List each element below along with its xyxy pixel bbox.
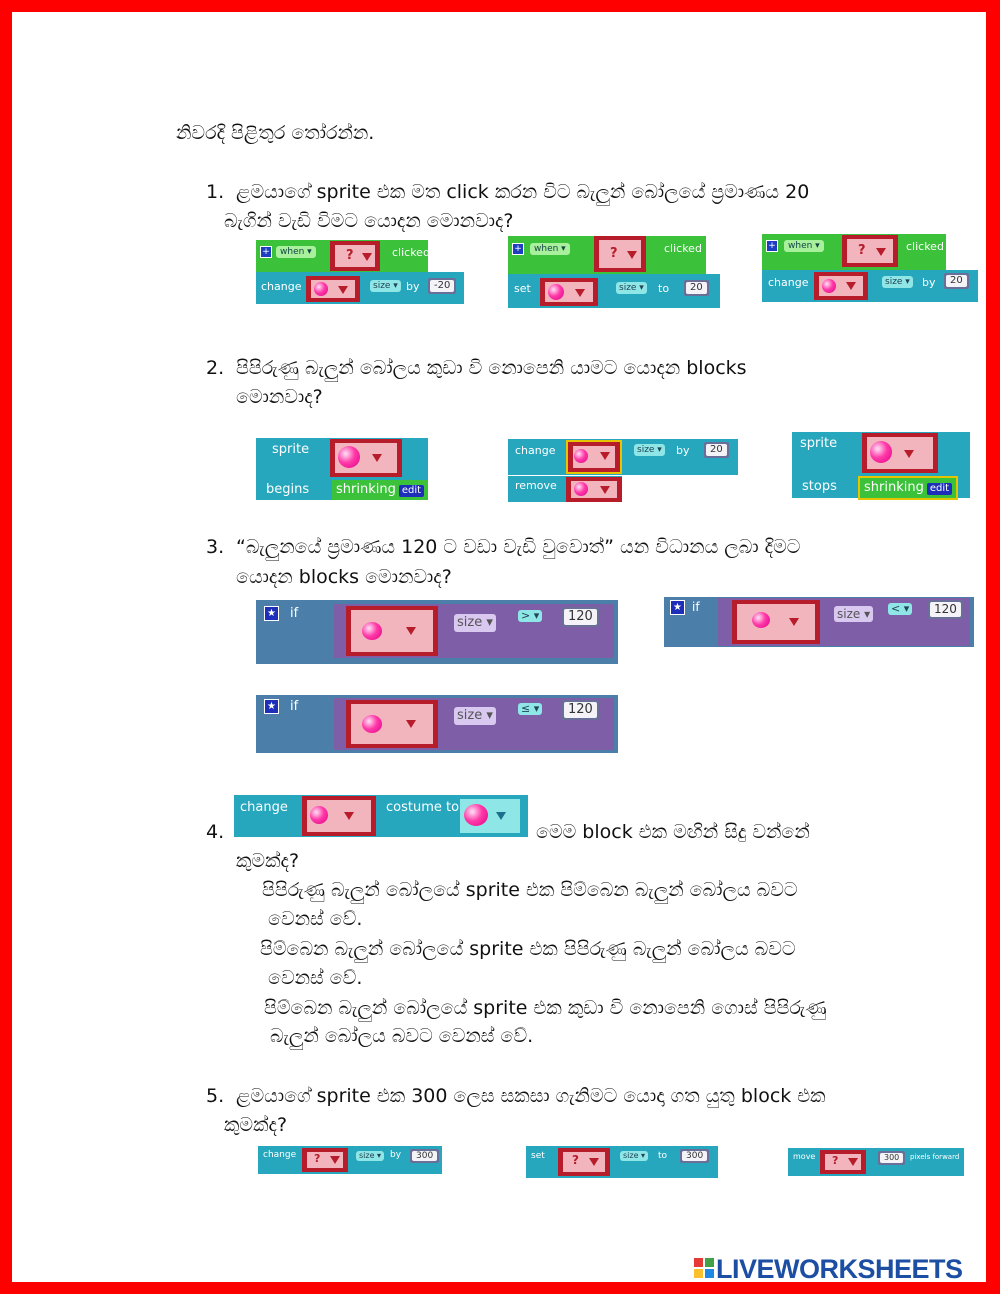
liveworksheets-logo-icon xyxy=(694,1258,714,1278)
clicked-label: clicked xyxy=(906,240,944,253)
balloon-icon xyxy=(310,806,328,824)
q4-line2: කුමක්ද? xyxy=(236,850,300,872)
chevron-down-icon xyxy=(372,454,382,462)
to-label: to xyxy=(658,282,670,295)
question-mark: ? xyxy=(346,248,354,263)
q4-option-2-line1: පිම්බෙන බැලුන් බෝලයේ sprite එක පිපිරුණු බැලුන් බෝලය බවට xyxy=(260,938,796,960)
plus-icon: + xyxy=(260,246,272,258)
sprite-dropdown xyxy=(732,600,820,644)
question-mark: ? xyxy=(610,246,618,261)
size-pill: size ▾ xyxy=(454,707,496,725)
q4-option-2-line2: වෙනස් වේ. xyxy=(268,967,363,989)
star-icon: ★ xyxy=(264,699,279,714)
balloon-icon xyxy=(314,282,328,296)
q4-line1: මෙම block එක මඟින් සිදු වන්නේ xyxy=(536,821,810,843)
size-pill: size ▾ xyxy=(356,1151,384,1161)
operator-pill: < ▾ xyxy=(888,603,912,615)
q1-number: 1. xyxy=(206,181,225,203)
to-label: to xyxy=(658,1151,668,1161)
q3-line2: යොදන blocks මොනවාද? xyxy=(236,566,452,588)
change-label: change xyxy=(240,800,288,815)
number-input: 20 xyxy=(944,273,969,289)
broken-balloon-icon xyxy=(574,449,588,463)
number-input: 120 xyxy=(562,700,599,720)
by-label: by xyxy=(676,444,690,457)
sprite-label: sprite xyxy=(800,436,838,451)
size-pill: size ▾ xyxy=(616,282,647,294)
broken-balloon-icon xyxy=(870,441,892,463)
by-label: by xyxy=(390,1150,402,1160)
q2-number: 2. xyxy=(206,357,225,379)
star-icon: ★ xyxy=(264,606,279,621)
number-input: 300 xyxy=(410,1149,439,1163)
change-label: change xyxy=(515,444,556,457)
change-label: change xyxy=(263,1150,297,1160)
question-mark: ? xyxy=(572,1153,579,1167)
size-pill: size ▾ xyxy=(834,606,873,622)
stops-label: stops xyxy=(802,479,837,494)
chevron-down-icon xyxy=(589,1158,599,1166)
balloon-icon xyxy=(822,279,836,293)
sprite-dropdown xyxy=(330,241,380,271)
number-input: 120 xyxy=(928,600,963,619)
if-label: if xyxy=(692,600,700,614)
set-label: set xyxy=(514,282,531,295)
number-input: 120 xyxy=(562,607,599,627)
chevron-down-icon xyxy=(362,253,372,261)
size-pill: size ▾ xyxy=(370,280,401,292)
sprite-dropdown xyxy=(594,236,646,272)
question-mark: ? xyxy=(314,1152,321,1165)
sprite-dropdown xyxy=(346,700,438,748)
clicked-label: clicked xyxy=(392,246,430,259)
size-pill: size ▾ xyxy=(634,444,665,456)
q4-option-1-line1: පිපිරුණු බැලුන් බෝලයේ sprite එක පිම්බෙන බැලුන් බෝලය බවට xyxy=(262,879,798,901)
plus-icon: + xyxy=(766,240,778,252)
move-label: move xyxy=(793,1152,816,1161)
q2-line1: පිපිරුණු බැලුන් බෝලය කුඩා වි නොපෙනි යාමට යොදන blocks xyxy=(236,357,747,379)
chevron-down-icon xyxy=(848,1158,858,1166)
q3-number: 3. xyxy=(206,536,225,558)
star-icon: ★ xyxy=(670,600,685,615)
size-pill: size ▾ xyxy=(882,276,913,288)
change-label: change xyxy=(768,276,809,289)
q4-option-3-line1: පිම්බෙන බැලුන් බෝලයේ sprite එක කුඩා වි නොපෙනි ගොස් පිපිරුණු xyxy=(264,997,827,1019)
broken-balloon-icon xyxy=(338,446,360,468)
balloon-icon xyxy=(362,715,382,733)
chevron-down-icon xyxy=(600,452,610,460)
costume-to-label: costume to xyxy=(386,800,460,815)
size-pill: size ▾ xyxy=(454,614,496,632)
q5-line1: ළමයාගේ sprite එක 300 ලෙස සකසා ගැනිමට යොදා ගත යුතු block එක xyxy=(236,1085,826,1107)
broken-balloon-icon xyxy=(464,804,488,826)
sprite-label: sprite xyxy=(272,442,310,457)
chevron-down-icon xyxy=(496,812,506,820)
chevron-down-icon xyxy=(846,282,856,290)
balloon-icon xyxy=(548,284,564,300)
chevron-down-icon xyxy=(789,618,799,626)
q1-line1: ළමයාගේ sprite එක මත click කරන විට බැලුන් බෝලයේ ප්‍රමාණය 20 xyxy=(236,181,810,203)
q3-line1: “බැලුනයේ ප්‍රමාණය 120 ට වඩා වැඩි වුවොත්” යන විධානය ලබා දිමට xyxy=(236,536,801,558)
chevron-down-icon xyxy=(627,251,637,259)
chevron-down-icon xyxy=(344,812,354,820)
pixels-forward-label: pixels forward xyxy=(910,1153,960,1161)
question-mark: ? xyxy=(832,1154,839,1167)
q4-option-1-line2: වෙනස් වේ. xyxy=(268,908,363,930)
if-label: if xyxy=(290,606,299,621)
number-input: 20 xyxy=(684,280,709,296)
chevron-down-icon xyxy=(338,286,348,294)
clicked-label: clicked xyxy=(664,242,702,255)
chevron-down-icon xyxy=(575,289,585,297)
sprite-dropdown xyxy=(346,606,438,656)
size-pill: size ▾ xyxy=(620,1151,648,1161)
sprite-dropdown xyxy=(302,1148,348,1172)
chevron-down-icon xyxy=(876,248,886,256)
set-label: set xyxy=(531,1151,545,1161)
q4-option-3-line2: බැලුන් බෝලය බවට වෙනස් වේ. xyxy=(270,1025,534,1047)
shrinking-tag: shrinking edit xyxy=(858,476,958,500)
remove-label: remove xyxy=(515,479,557,492)
by-label: by xyxy=(406,280,420,293)
balloon-icon xyxy=(362,622,382,640)
sprite-dropdown xyxy=(820,1150,866,1174)
q1-line2: බැගින් වැඩි විමට යොදන මොනවාද? xyxy=(224,210,514,232)
sprite-dropdown xyxy=(558,1148,610,1176)
sprite-dropdown xyxy=(842,235,898,267)
q4-number: 4. xyxy=(206,821,225,843)
when-label: when ▾ xyxy=(276,246,316,258)
when-label: when ▾ xyxy=(784,240,824,252)
chevron-down-icon xyxy=(600,486,610,494)
shrinking-tag: shrinking edit xyxy=(332,480,428,500)
begins-label: begins xyxy=(266,482,310,497)
number-input: 300 xyxy=(878,1151,905,1165)
balloon-icon xyxy=(752,612,770,628)
when-label: when ▾ xyxy=(530,243,570,255)
broken-balloon-icon xyxy=(574,482,588,496)
number-input: 20 xyxy=(704,442,729,458)
chevron-down-icon xyxy=(406,627,416,635)
change-label: change xyxy=(261,280,302,293)
operator-pill: ≤ ▾ xyxy=(518,703,542,715)
q2-line2: මොනවාද? xyxy=(236,386,323,408)
chevron-down-icon xyxy=(330,1156,340,1164)
chevron-down-icon xyxy=(904,450,914,458)
instruction: නිවරදි පිළිතුර තෝරන්න. xyxy=(176,122,375,144)
chevron-down-icon xyxy=(406,720,416,728)
number-input: 300 xyxy=(680,1149,709,1163)
by-label: by xyxy=(922,276,936,289)
if-label: if xyxy=(290,699,299,714)
number-input: -20 xyxy=(428,278,456,294)
question-mark: ? xyxy=(858,243,866,258)
q5-line2: කුමක්ද? xyxy=(224,1114,288,1136)
q5-number: 5. xyxy=(206,1085,225,1107)
plus-icon: + xyxy=(512,243,524,255)
liveworksheets-logo: LIVEWORKSHEETS xyxy=(716,1254,963,1284)
operator-pill: > ▾ xyxy=(518,610,542,622)
